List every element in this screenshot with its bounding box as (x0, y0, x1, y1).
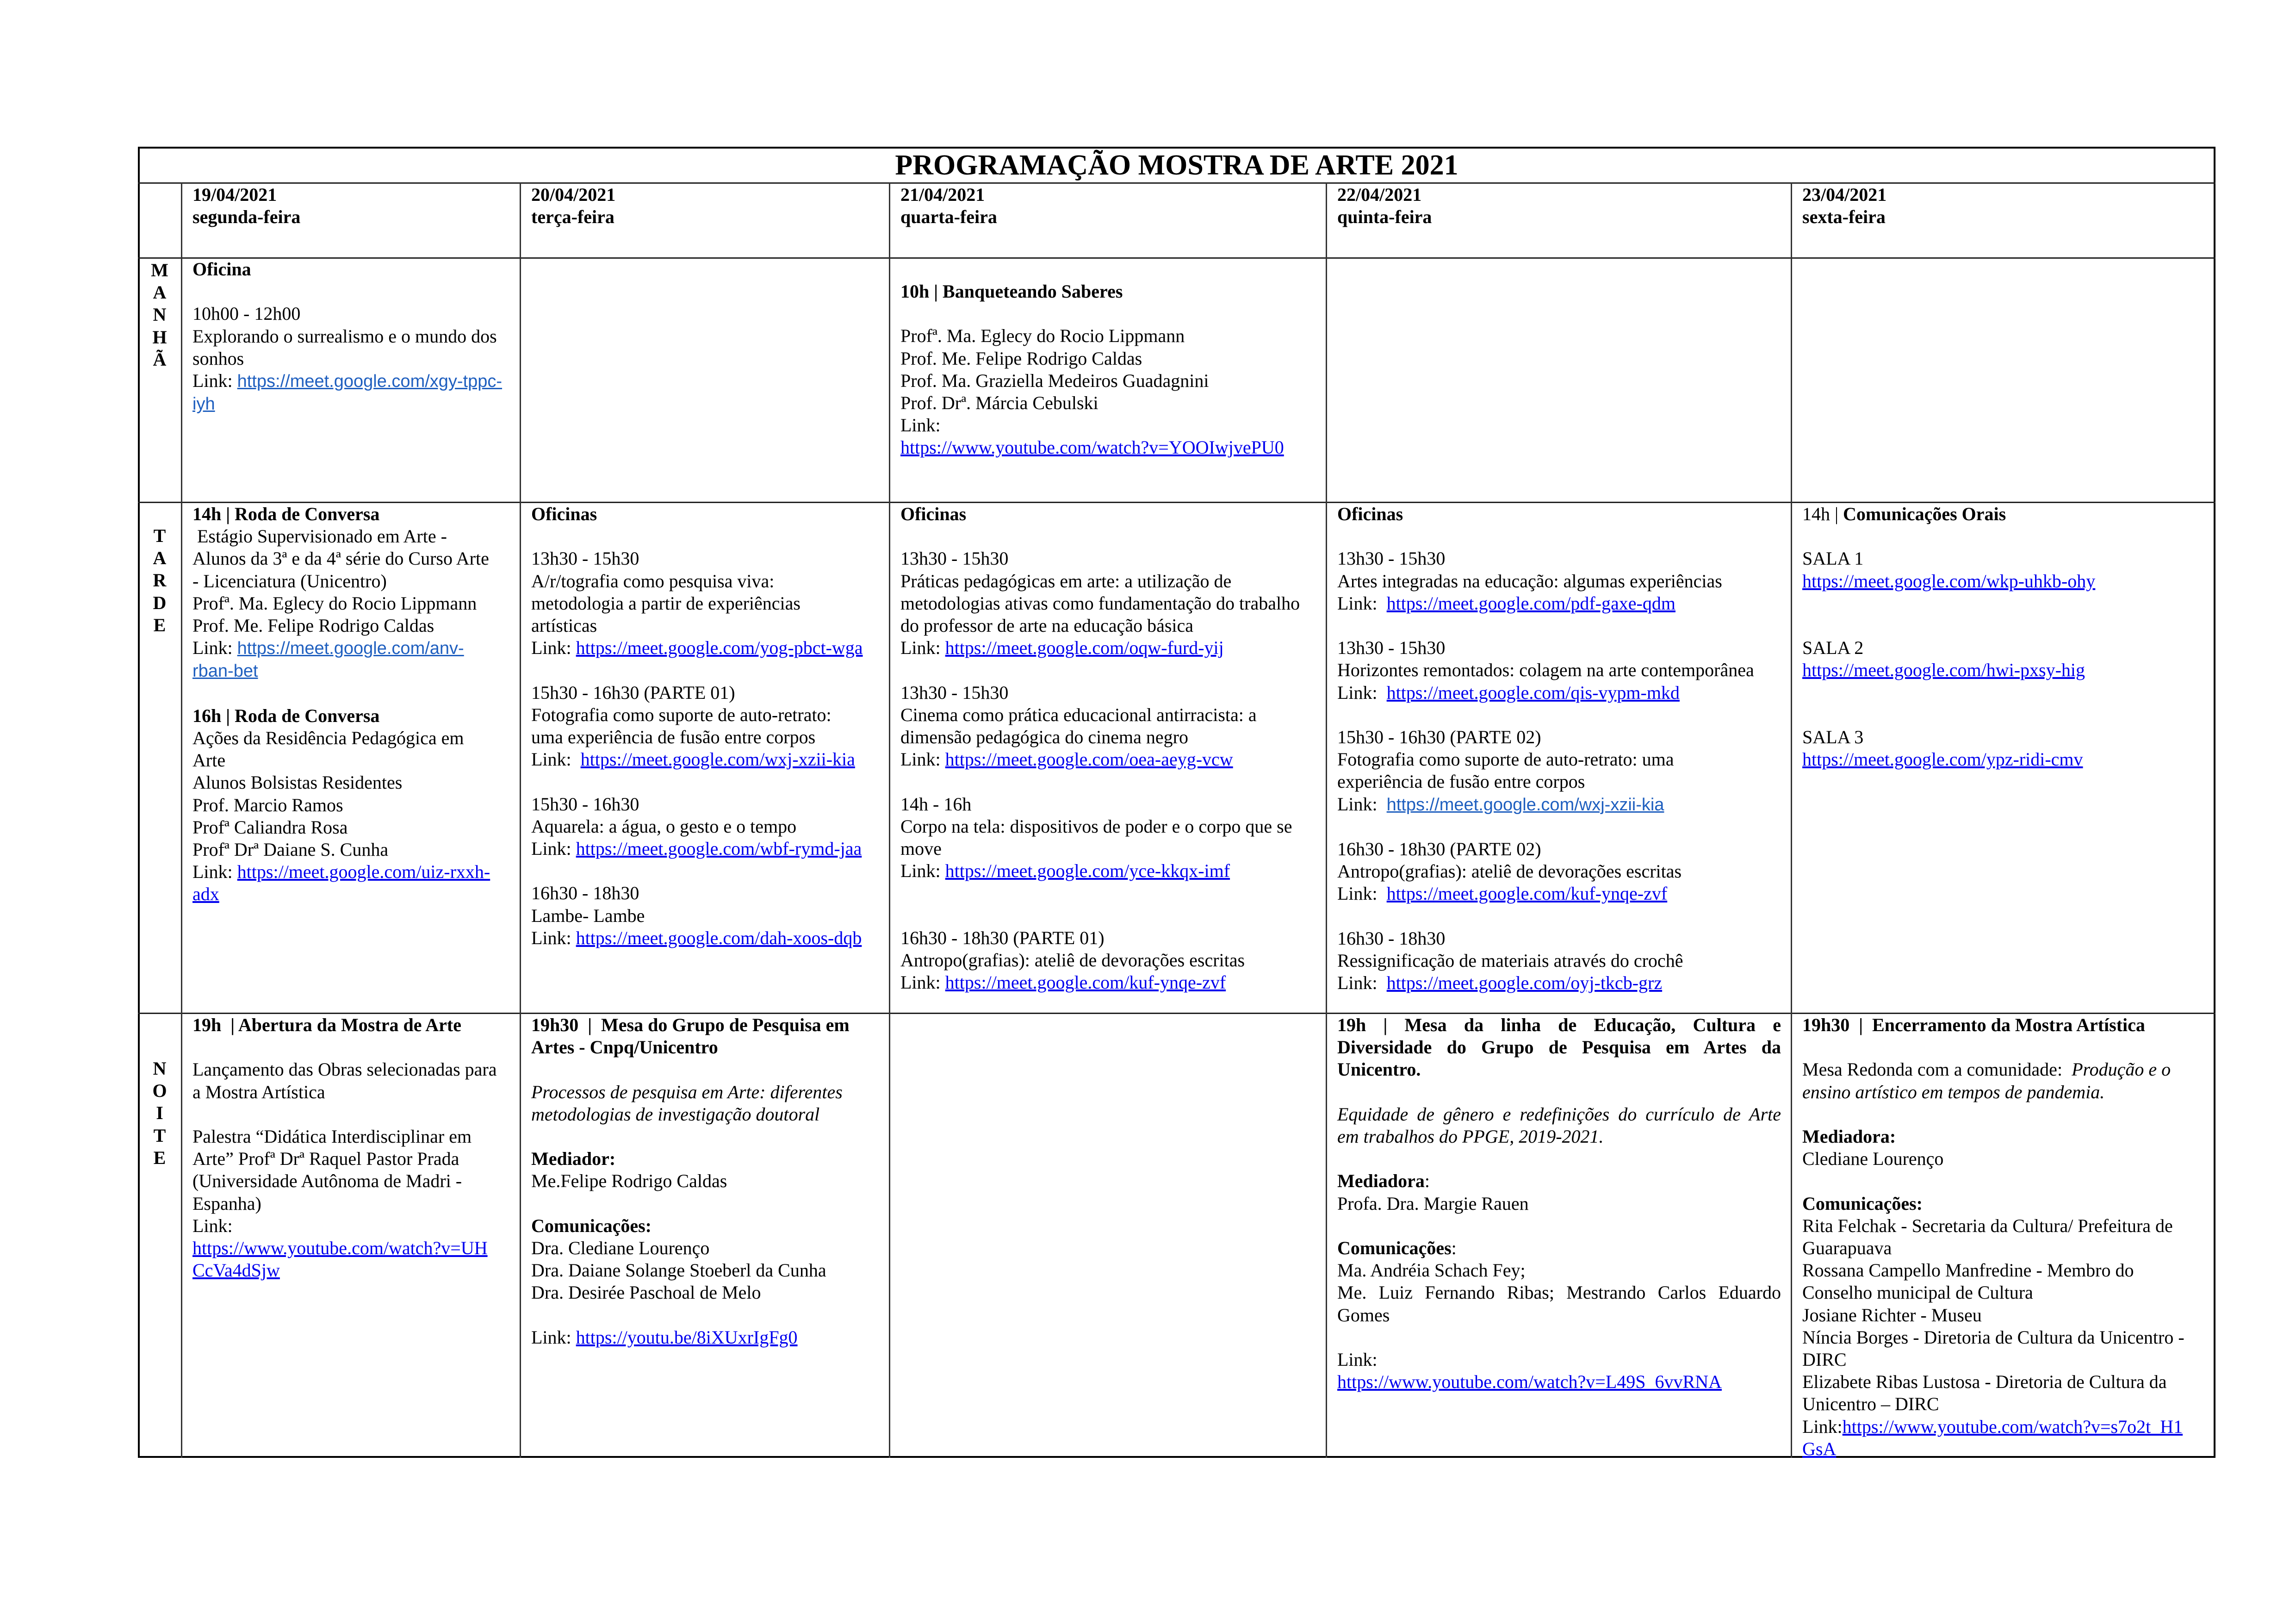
speaker: Prof. Drª. Márcia Cebulski (900, 392, 1098, 413)
event-time: 13h30 - 15h30 (1337, 548, 1446, 569)
period-letter: O (152, 1080, 167, 1101)
meet-link[interactable]: https://meet.google.com/wkp-uhkb-ohy (1802, 570, 2096, 591)
event-desc: Alunos Bolsistas Residentes (192, 772, 403, 793)
event-desc: Lançamento das Obras selecionadas para (192, 1059, 497, 1080)
meet-link[interactable]: https://meet.google.com/oqw-furd-yij (945, 637, 1224, 659)
speaker: Elizabete Ribas Lustosa - Diretoria de Cultura da (1802, 1371, 2167, 1393)
speaker: Gomes (1337, 1304, 1390, 1325)
event-heading: Diversidade do Grupo de Pesquisa em Artes da (1337, 1037, 1781, 1058)
event-time: 13h30 - 15h30 (531, 548, 639, 569)
event-subtitle: ensino artístico em tempos de pandemia. (1802, 1081, 2105, 1102)
link-label: Link: (900, 637, 945, 659)
speaker: Rossana Campello Manfredine - Membro do (1802, 1260, 2134, 1281)
event-heading: 19h | Abertura da Mostra de Arte (192, 1014, 461, 1035)
meet-link[interactable]: rban-bet (192, 661, 258, 681)
meet-link[interactable]: https://meet.google.com/yog-pbct-wga (576, 637, 863, 659)
event-desc: Arte” Profª Drª Raquel Pastor Prada (192, 1148, 459, 1170)
noite-tue-cell (520, 1014, 889, 1349)
day-date: 20/04/2021 (531, 184, 616, 205)
event-desc: experiência de fusão entre corpos (1337, 771, 1585, 792)
meet-link[interactable]: https://meet.google.com/anv- (237, 639, 464, 659)
link-label: Link: (1337, 883, 1387, 904)
youtube-link[interactable]: GsA (1802, 1438, 1837, 1459)
speaker: Dra. Daiane Solange Stoeberl da Cunha (531, 1260, 826, 1281)
tarde-tue-cell (520, 503, 889, 949)
period-letter: H (152, 326, 167, 348)
event-heading: 10h | Banqueteando Saberes (900, 281, 1123, 302)
day-date: 21/04/2021 (900, 184, 985, 205)
speaker: Rita Felchak - Secretaria da Cultura/ Prefeitura de (1802, 1215, 2173, 1236)
day-header-mon (181, 184, 520, 228)
meet-link[interactable]: https://meet.google.com/xgy-tppc- (237, 372, 503, 391)
manha-mon-cell (181, 258, 520, 415)
mediator-label: Mediadora: (1802, 1126, 1896, 1147)
event-desc: artísticas (531, 615, 597, 636)
page-title: PROGRAMAÇÃO MOSTRA DE ARTE 2021 (895, 149, 1458, 181)
event-desc: move (900, 838, 942, 859)
comms-label: Comunicações (1337, 1237, 1452, 1258)
link-label: Link: (531, 927, 576, 948)
day-header-wed (889, 184, 1326, 228)
speaker: Prof. Me. Felipe Rodrigo Caldas (192, 615, 434, 636)
link-label: Link: (900, 972, 945, 993)
tarde-fri-cell (1791, 503, 2215, 771)
meet-link[interactable]: https://meet.google.com/yce-kkqx-imf (945, 860, 1230, 882)
speaker: Prof. Me. Felipe Rodrigo Caldas (900, 348, 1142, 369)
speaker: DIRC (1802, 1349, 1847, 1370)
youtube-link[interactable]: https://www.youtube.com/watch?v=s7o2t_H1 (1842, 1416, 2183, 1437)
youtube-link[interactable]: CcVa4dSjw (192, 1260, 280, 1281)
event-heading: 16h | Roda de Conversa (192, 705, 380, 726)
meet-link[interactable]: https://meet.google.com/wxj-xzii-kia (580, 749, 855, 770)
link-label: Link: (192, 861, 237, 883)
period-letter: T (153, 525, 166, 546)
tarde-thu-cell (1326, 503, 1791, 994)
event-subtitle: Processos de pesquisa em Arte: diferentes (531, 1081, 843, 1102)
day-header-tue (520, 184, 889, 228)
event-subtitle: metodologias de investigação doutoral (531, 1103, 820, 1125)
mediator: Clediane Lourenço (1802, 1148, 1944, 1170)
period-letter: N (153, 304, 167, 325)
event-subtitle: Equidade de gênero e redefinições do currículo de Arte (1337, 1103, 1781, 1125)
youtube-link[interactable]: https://youtu.be/8iXUxrIgFg0 (576, 1326, 798, 1348)
day-date: 19/04/2021 (192, 184, 277, 205)
event-time: 15h30 - 16h30 (PARTE 01) (531, 682, 735, 703)
noite-thu-cell (1326, 1014, 1791, 1393)
period-label-manha (138, 259, 181, 371)
event-time: 15h30 - 16h30 (PARTE 02) (1337, 726, 1541, 747)
event-desc: Cinema como prática educacional antirracista: a (900, 704, 1257, 725)
meet-link[interactable]: https://meet.google.com/kuf-ynqe-zvf (945, 972, 1226, 993)
event-heading: 19h30 | Encerramento da Mostra Artística (1802, 1014, 2145, 1035)
speaker: Profª. Ma. Eglecy do Rocio Lippmann (192, 592, 477, 614)
youtube-link[interactable]: https://www.youtube.com/watch?v=L49S_6vvRNA (1337, 1371, 1722, 1393)
period-letter: A (153, 548, 167, 569)
meet-link[interactable]: https://meet.google.com/ypz-ridi-cmv (1802, 749, 2083, 770)
speaker: Prof. Marcio Ramos (192, 794, 343, 815)
event-desc: Fotografia como suporte de auto-retrato: (531, 704, 832, 725)
event-desc: A/r/tografia como pesquisa viva: (531, 570, 775, 591)
event-desc: Mesa Redonda com a comunidade: (1802, 1059, 2072, 1080)
event-heading: Oficinas (900, 504, 967, 524)
day-weekday: sexta-feira (1802, 206, 1886, 228)
event-desc: do professor de arte na educação básica (900, 615, 1194, 636)
speaker: Me. Luiz Fernando Ribas; Mestrando Carlos Eduardo (1337, 1282, 1781, 1303)
speaker: Conselho municipal de Cultura (1802, 1282, 2033, 1303)
speaker: Profª. Ma. Eglecy do Rocio Lippmann (900, 325, 1185, 347)
event-heading: Comunicações Orais (1843, 504, 2006, 524)
event-time: 15h30 - 16h30 (531, 793, 639, 815)
tarde-wed-cell (889, 503, 1326, 994)
link-label: Link: (531, 1326, 576, 1348)
event-heading: Artes - Cnpq/Unicentro (531, 1037, 718, 1058)
event-time: 14h | (1802, 504, 1843, 524)
event-desc: Práticas pedagógicas em arte: a utilização de (900, 570, 1232, 591)
event-desc: Antropo(grafias): ateliê de devorações escritas (1337, 861, 1682, 882)
day-weekday: segunda-feira (192, 206, 301, 228)
meet-link[interactable]: https://meet.google.com/qis-vypm-mkd (1386, 682, 1680, 703)
speaker: Unicentro – DIRC (1802, 1394, 1939, 1415)
meet-link[interactable]: https://meet.google.com/hwi-pxsy-hig (1802, 660, 2085, 681)
day-weekday: quarta-feira (900, 206, 997, 228)
event-desc: Explorando o surrealismo e o mundo dos (192, 325, 497, 347)
event-desc: Palestra “Didática Interdisciplinar em (192, 1126, 472, 1147)
period-letter: Ã (153, 348, 167, 370)
link-label: Link: (900, 415, 941, 436)
event-time: 16h30 - 18h30 (1337, 927, 1446, 949)
comms-label: Comunicações: (1802, 1193, 1923, 1214)
mediator-label: Mediadora (1337, 1170, 1425, 1192)
link-label: Link: (531, 637, 576, 659)
event-desc: Artes integradas na educação: algumas experiências (1337, 570, 1722, 591)
room-name: SALA 3 (1802, 726, 1864, 747)
meet-link[interactable]: https://meet.google.com/dah-xoos-dqb (576, 927, 862, 948)
meet-link[interactable]: https://meet.google.com/oyj-tkcb-grz (1386, 972, 1663, 994)
event-desc: metodologias ativas como fundamentação do trabalho (900, 592, 1300, 614)
noite-mon-cell (181, 1014, 520, 1282)
event-time: 13h30 - 15h30 (900, 682, 1009, 703)
event-desc: Ressignificação de materiais através do crochê (1337, 950, 1683, 971)
day-header-fri (1791, 184, 2215, 228)
link-label: Link: (531, 749, 581, 770)
meet-link[interactable]: https://meet.google.com/oea-aeyg-vcw (945, 749, 1233, 770)
link-label: Link: (531, 838, 576, 859)
event-time: 16h30 - 18h30 (PARTE 01) (900, 927, 1105, 948)
event-desc: dimensão pedagógica do cinema negro (900, 727, 1188, 747)
period-letter: M (151, 260, 168, 280)
period-letter: N (153, 1058, 167, 1079)
speaker: Níncia Borges - Diretoria de Cultura da Unicentro - (1802, 1326, 2184, 1348)
event-desc: (Universidade Autônoma de Madri - (192, 1170, 462, 1192)
event-desc: uma experiência de fusão entre corpos (531, 727, 816, 747)
event-desc: Alunos da 3ª e da 4ª série do Curso Arte (192, 548, 489, 569)
mediator-label: Mediador: (531, 1148, 616, 1170)
link-label: Link: (900, 860, 945, 882)
mediator: Profa. Dra. Margie Rauen (1337, 1193, 1529, 1214)
colon: : (1451, 1237, 1457, 1258)
speaker: Guarapuava (1802, 1237, 1892, 1258)
room-name: SALA 2 (1802, 637, 1864, 659)
event-heading: Oficinas (531, 504, 597, 524)
event-heading: Oficina (192, 259, 251, 280)
period-letter: D (153, 592, 167, 613)
event-desc: - Licenciatura (Unicentro) (192, 570, 387, 591)
event-desc: Ações da Residência Pedagógica em (192, 728, 464, 749)
link-label: Link: (1337, 1349, 1378, 1370)
link-label: Link: (900, 749, 945, 770)
event-heading: 19h30 | Mesa do Grupo de Pesquisa em (531, 1014, 850, 1035)
meet-link[interactable]: https://meet.google.com/pdf-gaxe-qdm (1386, 592, 1675, 614)
period-letter: I (156, 1102, 163, 1124)
period-label-noite (138, 1058, 181, 1169)
meet-link[interactable]: adx (192, 884, 219, 905)
link-label: Link: (1337, 793, 1387, 815)
speaker: Josiane Richter - Museu (1802, 1304, 1982, 1325)
meet-link[interactable]: https://meet.google.com/uiz-rxxh- (237, 861, 490, 883)
event-heading: Oficinas (1337, 504, 1403, 524)
event-desc: Fotografia como suporte de auto-retrato: uma (1337, 749, 1674, 770)
period-letter: A (153, 282, 167, 303)
period-label-tarde (138, 525, 181, 636)
tarde-mon-cell (181, 503, 520, 906)
speaker: Profª Drª Daiane S. Cunha (192, 839, 389, 860)
event-desc: Corpo na tela: dispositivos de poder e o corpo que se (900, 815, 1292, 837)
event-heading: 19h | Mesa da linha de Educação, Cultura e (1337, 1014, 1781, 1035)
event-desc: Antropo(grafias): ateliê de devorações escritas (900, 949, 1245, 971)
day-date: 22/04/2021 (1337, 184, 1422, 205)
speaker: Dra. Desirée Paschoal de Melo (531, 1282, 761, 1303)
speaker: Dra. Clediane Lourenço (531, 1237, 710, 1258)
meet-link[interactable]: https://meet.google.com/wxj-xzii-kia (1386, 795, 1664, 815)
period-letter: E (153, 1147, 166, 1168)
link-label: Link: (192, 1215, 233, 1236)
event-desc: Arte (192, 750, 226, 771)
event-time: 13h30 - 15h30 (1337, 637, 1446, 659)
period-letter: R (153, 570, 167, 591)
comms-label: Comunicações: (531, 1215, 652, 1236)
meet-link[interactable]: iyh (192, 394, 215, 414)
day-date: 23/04/2021 (1802, 184, 1887, 205)
day-weekday: quinta-feira (1337, 206, 1432, 228)
event-time: 10h00 - 12h00 (192, 303, 301, 324)
link-label: Link: (1802, 1416, 1843, 1437)
event-desc: a Mostra Artística (192, 1081, 325, 1102)
day-header-thu (1326, 184, 1791, 228)
event-desc: Lambe- Lambe (531, 905, 645, 926)
room-name: SALA 1 (1802, 548, 1864, 569)
event-desc: Estágio Supervisionado em Arte - (192, 526, 447, 547)
event-desc: Aquarela: a água, o gesto e o tempo (531, 815, 797, 837)
manha-wed-cell (889, 280, 1326, 459)
event-desc: sonhos (192, 348, 244, 369)
youtube-link[interactable]: https://www.youtube.com/watch?v=UH (192, 1238, 488, 1258)
period-letter: T (153, 1125, 166, 1146)
speaker: Ma. Andréia Schach Fey; (1337, 1260, 1526, 1281)
event-time: 16h30 - 18h30 (531, 883, 639, 904)
link-label: Link: (1337, 972, 1387, 994)
event-desc: Horizontes remontados: colagem na arte contemporânea (1337, 660, 1754, 681)
event-subtitle: em trabalhos do PPGE, 2019-2021. (1337, 1126, 1604, 1147)
event-desc: metodologia a partir de experiências (531, 592, 800, 614)
event-desc: Espanha) (192, 1193, 261, 1214)
event-subtitle: Produção e o (2072, 1059, 2171, 1080)
link-label: Link: (192, 370, 237, 391)
meet-link[interactable]: https://meet.google.com/kuf-ynqe-zvf (1386, 883, 1668, 904)
link-label: Link: (192, 637, 237, 659)
period-letter: E (153, 614, 166, 635)
event-heading: Unicentro. (1337, 1059, 1421, 1080)
event-time: 13h30 - 15h30 (900, 548, 1009, 569)
colon: : (1424, 1170, 1430, 1192)
event-heading: 14h | Roda de Conversa (192, 504, 380, 524)
link-label: Link: (1337, 682, 1387, 703)
event-time: 16h30 - 18h30 (PARTE 02) (1337, 838, 1541, 859)
event-time: 14h - 16h (900, 793, 972, 815)
speaker: Profª Caliandra Rosa (192, 816, 348, 838)
mediator: Me.Felipe Rodrigo Caldas (531, 1170, 727, 1192)
youtube-link[interactable]: https://www.youtube.com/watch?v=YOOIwjvePU0 (900, 437, 1284, 458)
noite-fri-cell (1791, 1014, 2215, 1460)
meet-link[interactable]: https://meet.google.com/wbf-rymd-jaa (576, 838, 862, 859)
link-label: Link: (1337, 592, 1387, 614)
speaker: Prof. Ma. Graziella Medeiros Guadagnini (900, 370, 1209, 391)
day-weekday: terça-feira (531, 206, 614, 228)
